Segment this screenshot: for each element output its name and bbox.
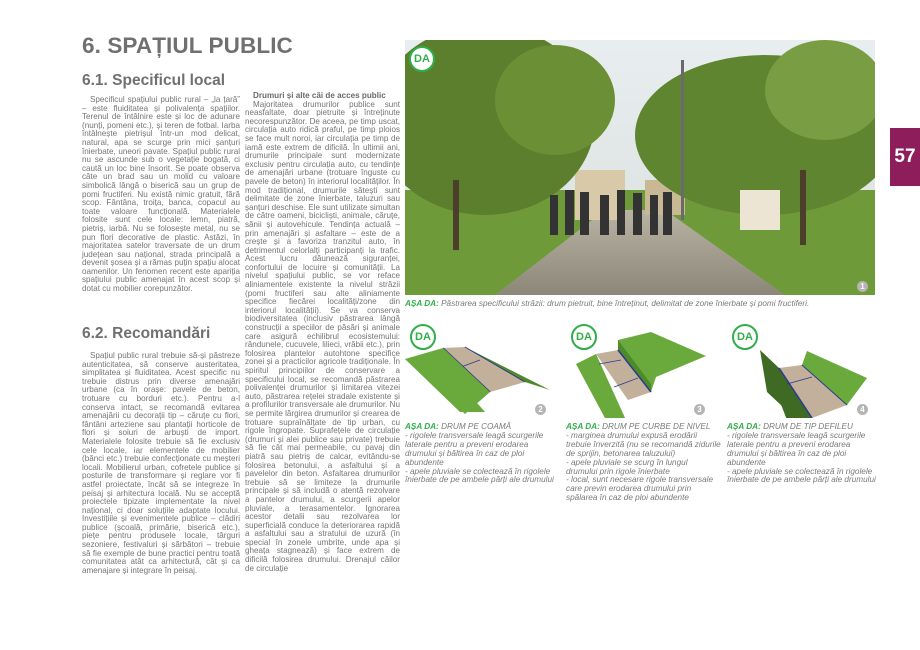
section-heading-recommendations: 6.2. Recomandări xyxy=(82,325,211,342)
caption-line: - apele pluviale se colectează în rigolele înierbate de pe ambele părți ale drumului xyxy=(727,466,876,485)
caption-label: AȘA DA: xyxy=(566,422,600,431)
caption-line: - rigolele transversale leagă scurgerile laterale pentru a preveni erodarea drumului și băltirea în caz de ploi abundente xyxy=(405,430,544,467)
caption-label: AȘA DA: xyxy=(727,422,761,431)
diagram-gorge-road xyxy=(727,322,882,418)
da-badge: DA xyxy=(732,324,758,350)
paragraph: Specificul spațiului public rural – „la țară” – este fluiditatea și polivalența spațiilor. Terenul de întâlnire este și loc de adunare (nunți, pomeni etc.), și teren de fotbal. Iarba întâlnește pietrișul într-un mod delicat, natural, apa se scurge prin mici șanțuri înierbate, uneori pavate. Spațiul public rural nu se ascunde sub o vegetație bogată, ci caută un loc bine însorit. Se poate observa câte un brad sau un molid cu valoare simbolică lângă o biserică sau un grup de pomi fructiferi. Nu există nimic gratuit, fără scop. Fântâna, troița, banca, copacul au toate valoare funcțională. Materialele folosite sunt cele locale: lemn, piatră, pietriș, iarbă. Nu se folosește metal, nu se pun flori decorative de plastic. Astăzi, în majoritatea satelor traversate de un drum județean sau național, strada principală a devenit șosea și a rămas puțin spațiu alocat oamenilor. Un fenomen recent este apariția spațiului public amenajat în acest scop și dotat cu mobilier corepunzător. xyxy=(82,95,240,294)
caption-gorge-road xyxy=(727,423,882,485)
caption-label: AȘA DA: xyxy=(405,299,439,308)
section-heading-local: 6.1. Specificul local xyxy=(82,72,226,89)
figure-number: 3 xyxy=(694,404,705,415)
figure-number: 1 xyxy=(857,281,868,292)
caption-text: Păstrarea specificului străzii: drum pietruit, bine întreținut, delimitat de zone înierbate și pomi fructiferi. xyxy=(441,299,810,308)
page-title: 6. SPAȚIUL PUBLIC xyxy=(82,33,293,58)
caption-line: - rigolele transversale leagă scurgerile laterale pentru a preveni erodarea drumului și băltirea în caz de ploi abundente xyxy=(727,430,866,467)
diagram-contour-road xyxy=(566,322,721,418)
caption-label: AȘA DA: xyxy=(405,422,439,431)
roads-subheading: Drumuri și alte căi de acces public xyxy=(253,91,386,100)
text-specific-local xyxy=(82,96,240,294)
page-number-tab: 57 xyxy=(890,128,920,186)
paragraph: Majoritatea drumurilor publice sunt neasfaltate, doar pietruite și întreținute necorespunzător. De aceea, pe timp uscat, circulația auto ridică praful, pe timp ploios se face mult noroi, iar circulația pe timp de iamă este extrem de dificilă. În ultimii ani, drumurile principale sunt modernizate exclusiv pentru circulația auto, cu tendințe de amenajări urbane (trotuare înguste cu pavele de beton) în interiorul localităților. În mod tradițional, drumurile sătești sunt delimitate de zone înierbate, taluzuri sau șanțuri deschise. Ele sunt utilizate simultan de către oameni, bicicliști, animale, căruțe, sănii și autovehicule. Tendința actuală – prin amenajări și asfaltare – este de a crește și a favoriza tranzitul auto, în detrimentul celorlalți participanți la trafic. Acest lucru dăunează siguranței, confortului de locuire și comunității. La nivelul spațiului public, se vor reface aliniamentele existente la nivelul străzii (pomi fructiferi sau alte aliniamente specifice fiecărei localități/zone din interiorul localității). Se va conserva biodiversitatea (inclusiv păstrarea lângă construcții a speciilor de păsări și animale care asigură echilibrul ecosistemului: rândunele, cucuvele, lilieci, vrăbii etc.), prin folosirea plantelor autohtone specifice zonei și a practicilor agricole tradiționale. În spiritul principiilor de conservare a specificului local, se recomandă păstrarea polivalenței drumurilor și limitarea vitezei auto, păstrarea rețelei stradale existente și a profilurilor transversale ale drumurilor. Nu se permite lărgirea drumurilor și crearea de trotuare supraînălțate de tip urban, cu rigole îngropate. Suprafețele de circulație (drumuri și alei publice sau private) trebuie să fie cât mai permeabile, cu pavaj din piatră sau pietriș de calcar, evitându-se folosirea betonului, a asfaltului și a pavelelor din beton. Asfaltarea drumurilor trebuie să se limiteze la drumurile principale și să includă o atentă rezolvare a pantelor drumului, a scurgerii apelor pluviale, a terasamentelor. Ignorarea acestor detalii sau rezolvarea lor superficială conduce la deteriorarea rapidă a asfaltului sau a stratului de uzură (în special în zonele umbrite, unde apa și gheața stagnează) și face extrem de dificilă folosirea drumului. Drenajul căilor de circulație xyxy=(245,99,400,573)
diagram-ridge-road xyxy=(405,322,560,418)
da-badge: DA xyxy=(409,46,435,72)
caption-line: - apele pluviale se scurg în lungul drumului prin rigole înierbate xyxy=(566,457,688,476)
figure-number: 2 xyxy=(535,404,546,415)
photo-illustration xyxy=(405,40,875,295)
caption-line: - marginea drumului expusă erodării trebuie înverzită (nu se recomandă zidurile de sprijin, betonarea taluzului) xyxy=(566,430,721,458)
da-badge: DA xyxy=(410,324,436,350)
caption-title: DRUM DE TIP DEFILEU xyxy=(763,422,853,431)
village-street-photo xyxy=(405,40,875,295)
caption-contour-road xyxy=(566,423,721,503)
caption-title: DRUM PE COAMĂ xyxy=(441,422,512,431)
figure-number: 4 xyxy=(857,404,868,415)
text-roads xyxy=(245,92,400,573)
caption-ridge-road xyxy=(405,423,560,485)
caption-title: DRUM PE CURBE DE NIVEL xyxy=(602,422,711,431)
da-badge: DA xyxy=(571,324,597,350)
photo-caption xyxy=(405,300,875,309)
caption-line: - apele pluviale se colectează în rigolele înierbate de pe ambele părți ale drumului xyxy=(405,466,554,485)
caption-line: - local, sunt necesare rigole transversale care previn erodarea drumului prin spălarea în caz de ploi abundente xyxy=(566,475,713,503)
paragraph: Spațiul public rural trebuie să-și păstreze autenticitatea, să conserve austeritatea, simplitatea și fluiditatea. Acest specific nu trebuie distrus prin diverse amenajări urbane (ca în orașe: pavele de beton, trotuare cu borduri etc.). Pentru a-l conserva intact, se recomandă evitarea amenajării cu decorații tip – căruțe cu flori, fântâni arteziene sau plantații horticole de flori și soiuri de arbuști de import. Materialele folosite trebuie să fie exclusiv cele locale, iar elementele de mobilier (bănci etc.) trebuie confecționate cu meșteri locali. Mobilierul urban, cofretele publice și posturile de transformare și reglare vor fi astfel proiectate, încât să se integreze în peisaj și arhitectura locală. Nu se acceptă proiectele tipizate implementate la nivel național, ci doar soluțiile adaptate locului. Investițiile și evenimentele publice – clădiri publice (școală, primărie, biserică etc.), piețe pentru produsele locale, târguri sezoniere, festivaluri și sărbători – trebuie să fie exemple de bune practici pentru toată comunitatea atât ca arhitectură, cât și ca amenajare și integrare în peisaj. xyxy=(82,351,240,575)
text-recommendations xyxy=(82,352,240,575)
